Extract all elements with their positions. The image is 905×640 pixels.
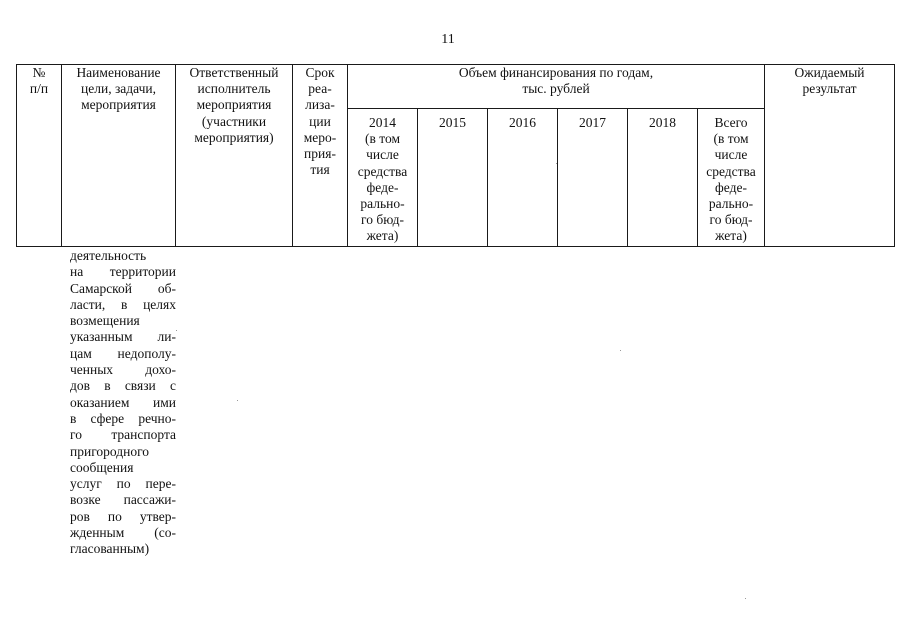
cell-line: рально- bbox=[708, 196, 754, 212]
header-financing bbox=[348, 65, 765, 109]
text-line: оказанием ими bbox=[70, 394, 176, 410]
scan-speck bbox=[176, 330, 177, 331]
cell-line: исполнитель bbox=[197, 81, 271, 97]
text-line: Самарской об- bbox=[70, 280, 176, 296]
text-line: на территории bbox=[70, 264, 176, 280]
cell-line: меро- bbox=[303, 129, 337, 145]
scan-speck bbox=[237, 400, 238, 401]
cell-line: п/п bbox=[29, 81, 49, 97]
cell-line: феде- bbox=[366, 179, 399, 195]
text-line: гласованным) bbox=[70, 541, 150, 557]
scan-speck bbox=[556, 163, 557, 164]
text-line: ласти, в целях bbox=[70, 296, 176, 312]
cell-line: (в том bbox=[364, 131, 400, 147]
text-line: указанным ли- bbox=[70, 329, 176, 345]
header-result bbox=[765, 65, 895, 247]
text-line: ров по утвер- bbox=[70, 508, 176, 524]
cell-line: тыс. рублей bbox=[522, 81, 590, 97]
text-line: возмещения bbox=[70, 313, 140, 329]
cell-line: жета) bbox=[366, 228, 399, 244]
cell-line: лиза- bbox=[305, 97, 335, 113]
text-line: пригородного bbox=[70, 443, 150, 459]
cell-line: результат bbox=[802, 81, 857, 97]
scan-speck bbox=[745, 598, 746, 599]
cell-line: мероприятия bbox=[81, 97, 156, 113]
continuation-text bbox=[70, 248, 176, 558]
cell-line: рально- bbox=[360, 196, 405, 212]
cell-line: цели, задачи, bbox=[81, 81, 156, 97]
cell-line: ции bbox=[309, 113, 331, 129]
cell-line: (участники bbox=[201, 113, 267, 129]
text-line: дов в связи с bbox=[70, 378, 176, 394]
cell-line: № bbox=[32, 65, 46, 80]
text-line: услуг по пере- bbox=[70, 476, 176, 492]
cell-line: Срок bbox=[305, 65, 335, 80]
cell-line: Наименование bbox=[76, 65, 161, 80]
header-executor bbox=[176, 65, 293, 247]
text-line: в сфере речно- bbox=[70, 410, 176, 426]
cell-line: средства bbox=[706, 163, 756, 179]
cell-line: Ответственный bbox=[189, 65, 279, 80]
header-year-2015: 2015 bbox=[418, 109, 488, 247]
page-number: 11 bbox=[441, 32, 455, 47]
cell-line: го бюд- bbox=[709, 212, 753, 228]
cell-line: феде- bbox=[715, 179, 747, 195]
cell-line: числе bbox=[366, 147, 399, 163]
cell-line: жета) bbox=[715, 228, 747, 244]
cell-line: го бюд- bbox=[361, 212, 404, 228]
text-line: возке пассажи- bbox=[70, 492, 176, 508]
header-year-2017: 2017 bbox=[558, 109, 628, 247]
cell-line: мероприятия) bbox=[194, 129, 274, 145]
cell-line: Ожидаемый bbox=[794, 65, 865, 80]
cell-line: Объем финансирования по годам, bbox=[458, 65, 654, 80]
header-name bbox=[62, 65, 176, 247]
cell-line: числе bbox=[714, 147, 748, 163]
cell-line: средства bbox=[357, 163, 408, 179]
cell-line: прия- bbox=[304, 146, 336, 162]
text-line: го транспорта bbox=[70, 427, 176, 443]
cell-line: тия bbox=[310, 162, 330, 178]
text-line: ченных дохо- bbox=[70, 362, 176, 378]
scan-speck bbox=[620, 350, 621, 351]
header-year-2018: 2018 bbox=[628, 109, 698, 247]
cell-line: 2014 bbox=[369, 115, 396, 130]
cell-line: мероприятия bbox=[196, 97, 272, 113]
text-line: сообщения bbox=[70, 459, 134, 475]
text-line: жденным (со- bbox=[70, 525, 176, 541]
header-year-2014 bbox=[348, 109, 418, 247]
cell-line: (в том bbox=[713, 131, 749, 147]
header-num bbox=[17, 65, 62, 247]
header-table bbox=[16, 64, 895, 247]
header-term bbox=[293, 65, 348, 247]
cell-line: реа- bbox=[308, 81, 332, 97]
text-line: цам недополу- bbox=[70, 345, 176, 361]
header-year-2016: 2016 bbox=[488, 109, 558, 247]
text-line: деятельность bbox=[70, 248, 147, 263]
cell-line: Всего bbox=[714, 115, 748, 130]
header-total bbox=[698, 109, 765, 247]
